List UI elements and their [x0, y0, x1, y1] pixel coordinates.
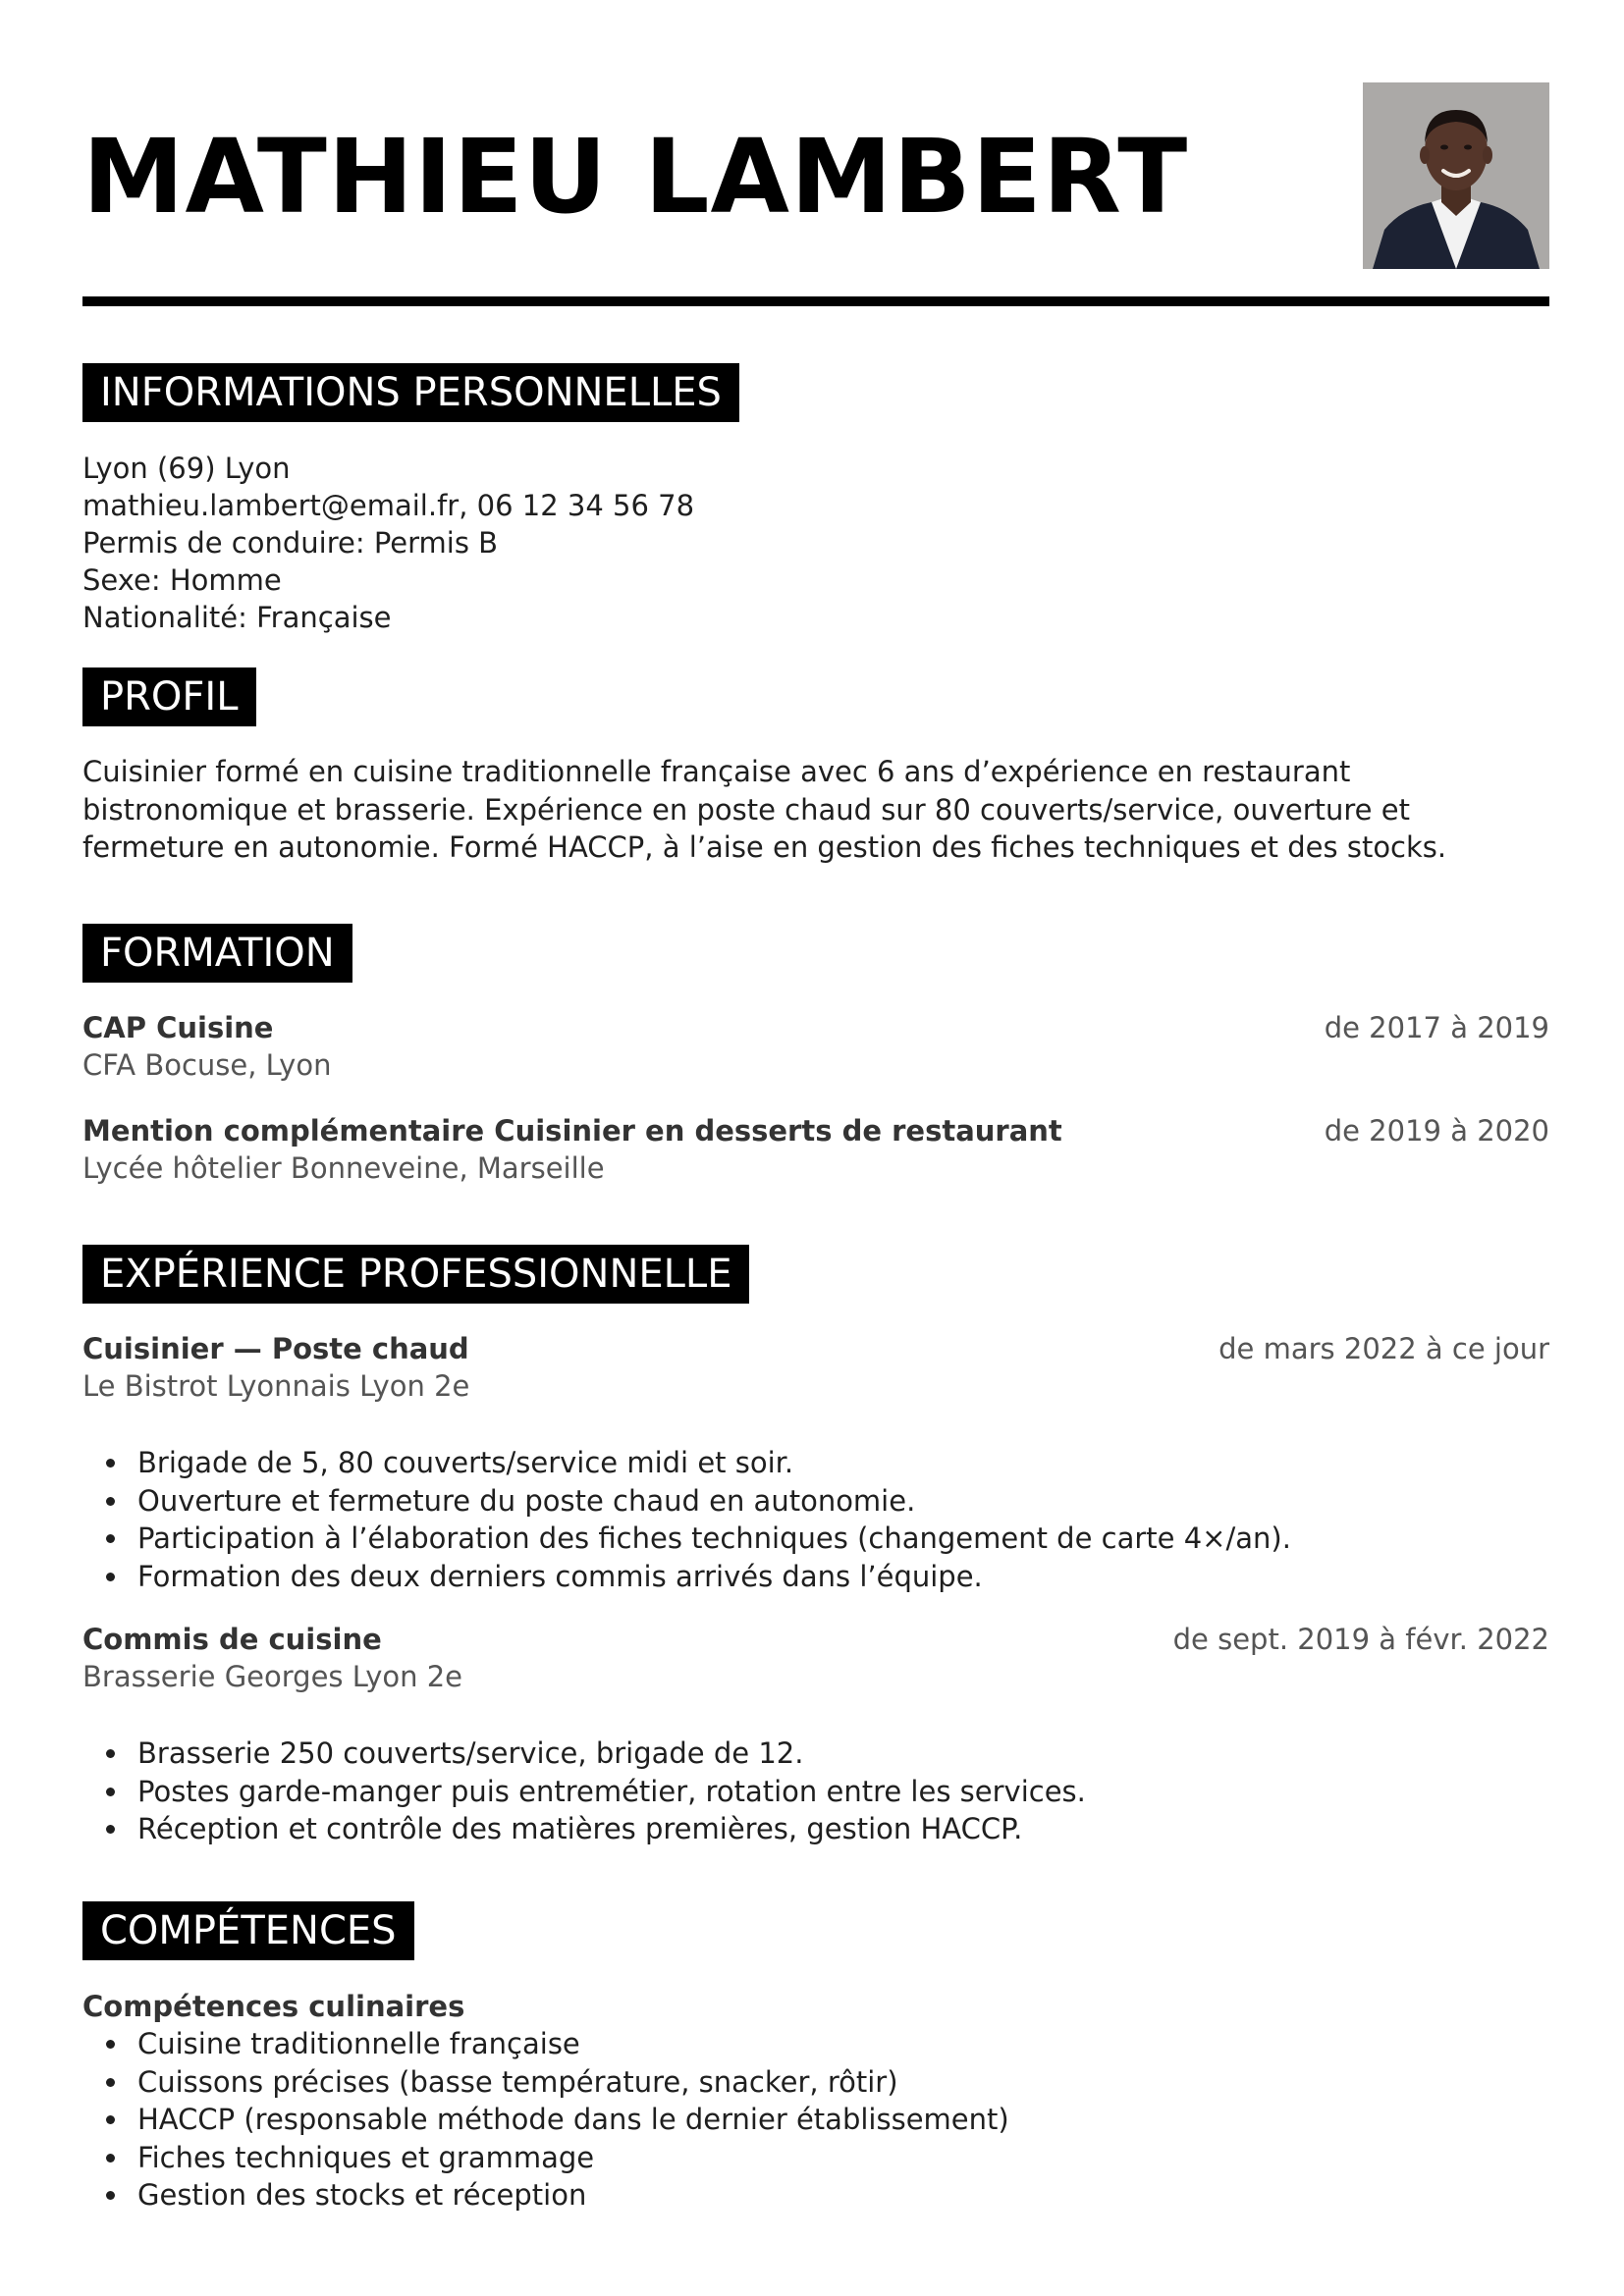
- job-title: Cuisinier — Poste chaud: [82, 1332, 469, 1365]
- education-title: Mention complémentaire Cuisinier en desserts de restaurant: [82, 1114, 1062, 1148]
- education-date: de 2019 à 2020: [1324, 1114, 1549, 1148]
- bullet-dot-icon: [106, 2154, 115, 2163]
- job-bullet: [82, 1482, 1291, 1521]
- bullet-dot-icon: [106, 1825, 115, 1834]
- job-bullets: [82, 1735, 1086, 1848]
- skill-text: Fiches techniques et grammage: [137, 2140, 595, 2174]
- job-date: de mars 2022 à ce jour: [1218, 1332, 1549, 1365]
- bullet-dot-icon: [106, 1788, 115, 1796]
- bullet-dot-icon: [106, 1459, 115, 1468]
- job-bullet: [82, 1520, 1291, 1558]
- job-date: de sept. 2019 à févr. 2022: [1172, 1623, 1549, 1656]
- job-bullet-text: Brigade de 5, 80 couverts/service midi et soir.: [137, 1446, 794, 1479]
- personal-nationality: Nationalité: Française: [82, 601, 392, 634]
- bullet-dot-icon: [106, 1497, 115, 1506]
- job-bullet: [82, 1810, 1086, 1848]
- education-title: CAP Cuisine: [82, 1011, 274, 1044]
- personal-sex: Sexe: Homme: [82, 563, 282, 597]
- job-bullet-text: Participation à l’élaboration des fiches techniques (changement de carte 4×/an).: [137, 1522, 1291, 1555]
- skill-item: [82, 2025, 1009, 2063]
- header-divider: [82, 296, 1549, 306]
- job-bullet-text: Brasserie 250 couverts/service, brigade de 12.: [137, 1736, 804, 1770]
- skill-item: [82, 2101, 1009, 2139]
- education-place: Lycée hôtelier Bonneveine, Marseille: [82, 1151, 605, 1185]
- job-title: Commis de cuisine: [82, 1623, 382, 1656]
- job-bullet-text: Formation des deux derniers commis arrivés dans l’équipe.: [137, 1559, 983, 1593]
- bullet-dot-icon: [106, 2115, 115, 2124]
- skill-text: Cuisine traditionnelle française: [137, 2027, 580, 2060]
- section-heading-personal: INFORMATIONS PERSONNELLES: [82, 363, 739, 422]
- job-employer: Le Bistrot Lyonnais Lyon 2e: [82, 1369, 470, 1403]
- job-bullet-text: Ouverture et fermeture du poste chaud en autonomie.: [137, 1483, 916, 1518]
- section-heading-education: FORMATION: [82, 924, 352, 983]
- job-bullet: [82, 1444, 1291, 1482]
- section-heading-profile: PROFIL: [82, 667, 256, 726]
- skills-group-title: Compétences culinaires: [82, 1990, 465, 2023]
- job-bullet: [82, 1773, 1086, 1811]
- personal-license: Permis de conduire: Permis B: [82, 526, 499, 560]
- profile-summary: Cuisinier formé en cuisine traditionnelle française avec 6 ans d’expérience en restaurant bistronomique et brasserie. Expérience en poste chaud sur 80 couverts/service, ouverture et fermeture en autonomie. Formé HACCP, à l’aise en gestion des fiches techniques et des stocks.: [82, 755, 1447, 864]
- skills-list: [82, 2025, 1009, 2215]
- bullet-dot-icon: [106, 1573, 115, 1581]
- skill-item: [82, 2176, 1009, 2215]
- skill-text: Gestion des stocks et réception: [137, 2178, 587, 2212]
- bullet-dot-icon: [106, 1749, 115, 1758]
- job-bullet: [82, 1735, 1086, 1773]
- bullet-dot-icon: [106, 2040, 115, 2049]
- bullet-dot-icon: [106, 2078, 115, 2087]
- job-bullet-text: Réception et contrôle des matières premières, gestion HACCP.: [137, 1812, 1023, 1845]
- skill-text: Cuissons précises (basse température, snacker, rôtir): [137, 2064, 898, 2099]
- job-bullets: [82, 1444, 1291, 1595]
- bullet-dot-icon: [106, 2191, 115, 2200]
- education-place: CFA Bocuse, Lyon: [82, 1048, 332, 1082]
- portrait-illustration: [1363, 82, 1549, 269]
- job-bullet-text: Postes garde-manger puis entremétier, rotation entre les services.: [137, 1774, 1086, 1808]
- section-heading-skills: COMPÉTENCES: [82, 1901, 414, 1960]
- skill-text: HACCP (responsable méthode dans le dernier établissement): [137, 2103, 1009, 2136]
- personal-contact: mathieu.lambert@email.fr, 06 12 34 56 78: [82, 489, 695, 522]
- personal-location: Lyon (69) Lyon: [82, 452, 291, 485]
- bullet-dot-icon: [106, 1534, 115, 1543]
- section-heading-experience: EXPÉRIENCE PROFESSIONNELLE: [82, 1245, 749, 1304]
- skill-item: [82, 2139, 1009, 2177]
- job-bullet: [82, 1558, 1291, 1596]
- job-employer: Brasserie Georges Lyon 2e: [82, 1660, 463, 1693]
- education-date: de 2017 à 2019: [1324, 1011, 1549, 1044]
- candidate-name: MATHIEU LAMBERT: [82, 117, 1189, 237]
- profile-photo: [1363, 82, 1549, 269]
- skill-item: [82, 2063, 1009, 2102]
